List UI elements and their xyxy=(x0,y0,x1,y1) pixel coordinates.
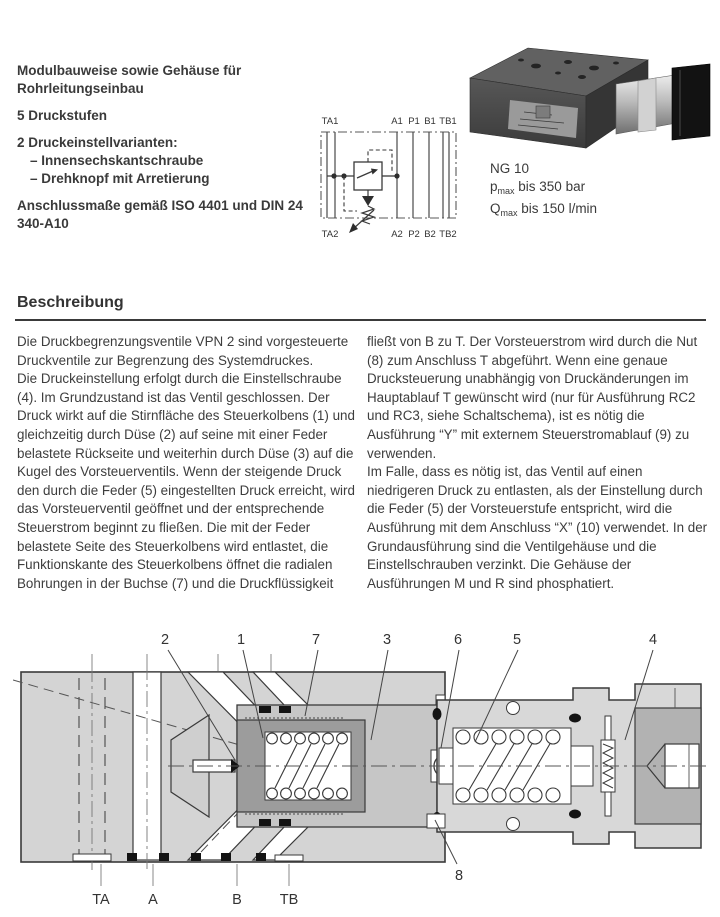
qmax-subscript: max xyxy=(500,208,518,218)
product-specs xyxy=(490,160,597,222)
paragraph: Die Druckeinstellung erfolgt durch die Einstellschraube (4). Im Grundzustand ist das Ventil geschlossen. Der Druck wirkt auf die Stirnfläche des Steuerkolbens (1) und gleichzeitig durch Düse (2) auf seine mit einer Feder belastete Rückseite und weiterhin durch Düse (3) auf die Kugel des Vorsteuerventils. Wenn der steigende Druck den durch die Feder (5) eingestellten Druck erreicht, wird das Vorsteuerventil geöffnet und der entsprechende Steuerstrom beginnt zu fließen. Die mit der Feder belastete Seite des Steuerkolbens wird entlastet, die Funktionskante des Steuerkolbens öffnet die radialen Bohrungen in der Buchse (7) und die Druckflüssigkeit xyxy=(17,371,355,591)
figure-port-b: B xyxy=(232,892,242,908)
callout-8: 8 xyxy=(454,868,464,884)
hydraulic-schematic xyxy=(294,112,464,249)
description-column-left xyxy=(17,333,355,593)
cross-section-svg xyxy=(13,620,710,912)
plate-logo xyxy=(536,106,550,118)
pmax-symbol: p xyxy=(490,179,498,194)
description-column-right xyxy=(367,333,709,593)
pmax-subscript: max xyxy=(497,186,515,196)
schematic-boundary xyxy=(321,132,456,218)
figure-port-tb: TB xyxy=(279,892,299,908)
size-label: NG 10 xyxy=(490,161,530,176)
qmax-spec xyxy=(490,200,597,222)
feature-pressure-stages: 5 Druckstufen xyxy=(17,108,108,123)
feature-hex-screw: – Innensechskantschraube xyxy=(30,153,204,168)
heading-rule xyxy=(15,319,706,321)
feature-modular: Modulbauweise sowie Gehäuse für Rohrleitungseinbau xyxy=(17,63,242,96)
paragraph: Im Falle, dass es nötig ist, das Ventil auf einen niedrigeren Druck zu entlasten, als der Einstellung durch die Feder (5) der Vorsteuerstufe entspricht, wird die Ausführung mit dem Anschluss “X” (10) verwendet. In der Grundausführung sind die Ventilgehäuse und die Einstellschrauben verzinkt. Die Gehäuse der Ausführungen M und R sind phosphatiert. xyxy=(367,464,708,591)
port-label-b2: B2 xyxy=(424,229,436,240)
callout-7: 7 xyxy=(311,632,321,648)
figure-port-labels xyxy=(92,892,298,908)
qmax-value: bis 150 l/min xyxy=(517,201,598,216)
feature-iso: Anschlussmaße gemäß ISO 4401 und DIN 24 340-A10 xyxy=(17,198,303,231)
schematic-labels xyxy=(322,116,457,240)
feature-adjust-variants: 2 Druckeinstellvarianten: xyxy=(17,135,178,150)
pmax-value: bis 350 bar xyxy=(514,179,586,194)
feature-list xyxy=(17,62,312,242)
port-label-a1: A1 xyxy=(391,116,403,127)
paragraph: Die Druckbegrenzungsventile VPN 2 sind vorgesteuerte Druckventile zur Begrenzung des Systemdruckes. xyxy=(17,334,349,368)
valve-photo-svg xyxy=(466,42,716,160)
section-heading: Beschreibung xyxy=(17,294,124,311)
port-label-tb2: TB2 xyxy=(439,229,457,240)
qmax-symbol: Q xyxy=(490,201,501,216)
callout-3: 3 xyxy=(382,632,392,648)
callout-5: 5 xyxy=(512,632,522,648)
schematic-svg xyxy=(294,112,464,244)
port-label-p1: P1 xyxy=(408,116,420,127)
callout-2: 2 xyxy=(160,632,170,648)
callout-4: 4 xyxy=(648,632,658,648)
relief-valve-symbol xyxy=(327,150,400,233)
port-label-tb1: TB1 xyxy=(439,116,457,127)
port-label-b1: B1 xyxy=(424,116,436,127)
callout-1: 1 xyxy=(236,632,246,648)
port-label-ta1: TA1 xyxy=(321,116,339,127)
cross-section-figure xyxy=(13,620,710,917)
figure-port-a: A xyxy=(148,892,158,908)
port-label-a2: A2 xyxy=(391,229,403,240)
product-photo xyxy=(466,42,716,165)
pmax-spec xyxy=(490,178,597,200)
paragraph: fließt von B zu T. Der Vorsteuerstrom wird durch die Nut (8) zum Anschluss T abgeführt. Wenn eine genaue Drucksteuerung unabhängig von Druckänderungen im Hauptablauf T gewünscht wird (nur für Ausführung RC2 und RC3, siehe Schaltschema), ist es nötig die Ausführung “Y” mit externem Steuerstromablauf (9) zu verwenden. xyxy=(367,334,698,461)
callout-6: 6 xyxy=(453,632,463,648)
port-label-ta2: TA2 xyxy=(321,229,339,240)
port-label-p2: P2 xyxy=(408,229,420,240)
feature-knob: – Drehknopf mit Arretierung xyxy=(30,171,210,186)
figure-port-ta: TA xyxy=(92,892,110,908)
